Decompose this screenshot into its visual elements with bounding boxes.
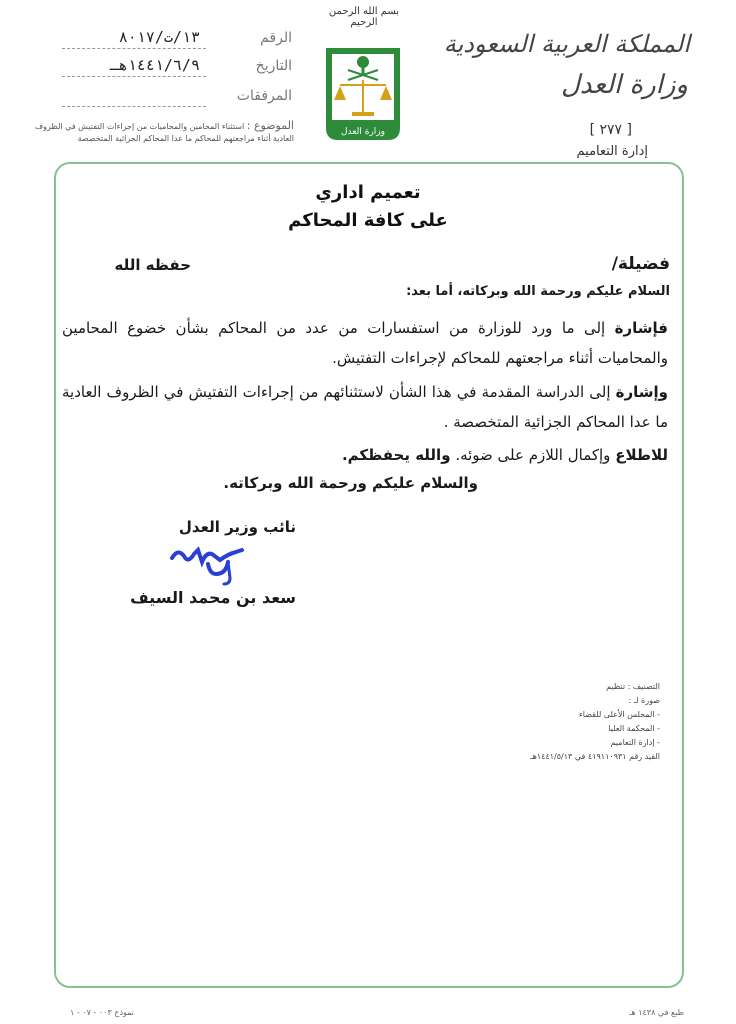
date-field: [62, 58, 292, 84]
document-subtitle: على كافة المحاكم: [288, 210, 448, 231]
circular-code: [ ٢٧٧ ]: [589, 122, 632, 138]
print-year: طبع في ١٤٣٨ هـ: [629, 1008, 684, 1017]
attachments-label: المرفقات: [236, 88, 292, 104]
paragraph-1-lead: فإشارة: [614, 319, 668, 337]
registry-entry: القيد رقم ٤١٩١١٠٩٣١ في ١٤٤١/٥/١٣هـ: [530, 752, 660, 761]
paragraph-1: [62, 313, 668, 373]
form-number: نموذج ٠٠٣ - ٠٧ - ١: [70, 1008, 135, 1017]
paragraph-2-text: إلى الدراسة المقدمة في هذا الشأن لاستثنائهم من إجراءات التفتيش في الظروف العادية ما عدا المحاكم الجزائية المتخصصة .: [62, 383, 668, 431]
paragraph-2: [62, 377, 668, 437]
basmala: بسم الله الرحمن الرحيم: [328, 6, 400, 28]
salutation: فضيلة/: [611, 254, 670, 274]
number-value: ١٣/ت/٨٠١٧: [118, 28, 200, 46]
subject-text: استثناء المحامين والمحاميات من إجراءات التفتيش في الظروف العادية أثناء مراجعتهم للمحاكم ما عدا المحاكم الجزائية المتخصصة: [34, 122, 294, 143]
paragraph-1-text: إلى ما ورد للوزارة من استفسارات من عدد من المحاكم بشأن خضوع المحامين والمحاميات أثناء مراجعتهم للمحاكم لإجراءات التفتيش.: [62, 319, 668, 367]
ministry-emblem-icon: [318, 40, 408, 144]
greeting: السلام عليكم ورحمة الله وبركاته، أما بعد:: [406, 284, 670, 299]
paragraph-3-tail: والله يحفظكم.: [341, 446, 451, 464]
honorific: حفظه الله: [114, 256, 191, 274]
recipient-item: - إدارة التعاميم: [610, 738, 660, 747]
number-label: الرقم: [260, 30, 292, 46]
number-field: [62, 30, 292, 56]
paragraph-3: [62, 440, 668, 470]
date-value: ١٤٤١/٦/٩هـ: [109, 56, 200, 74]
department-label: إدارة التعاميم: [576, 144, 648, 159]
paragraph-2-lead: وإشارة: [615, 383, 668, 401]
signatory-name: سعد بن محمد السيف: [130, 588, 296, 607]
kingdom-title: المملكة العربية السعودية: [443, 30, 690, 58]
copy-to-label: صورة لـ :: [628, 696, 660, 705]
subject-label: الموضوع :: [246, 119, 294, 132]
subject: [30, 120, 294, 145]
signatory-title: نائب وزير العدل: [178, 518, 296, 536]
paragraph-3-text: وإكمال اللازم على ضوئه.: [455, 446, 611, 464]
paragraph-3-lead: للاطلاع: [615, 446, 668, 464]
ministry-title: وزارة العدل: [560, 70, 688, 100]
closing: والسلام عليكم ورحمة الله وبركاته.: [223, 474, 478, 492]
handwritten-signature-icon: [168, 540, 248, 588]
classification: التصنيف : تنظيم: [606, 682, 660, 691]
document-title: تعميم اداري: [315, 182, 421, 203]
date-label: التاريخ: [255, 58, 292, 74]
attachments-field: [62, 88, 292, 114]
recipient-item: - المجلس الأعلى للقضاء: [579, 710, 660, 719]
distribution-block: [440, 680, 660, 764]
emblem-text: وزارة العدل: [341, 127, 385, 137]
recipient-item: - المحكمة العليا: [608, 724, 660, 733]
